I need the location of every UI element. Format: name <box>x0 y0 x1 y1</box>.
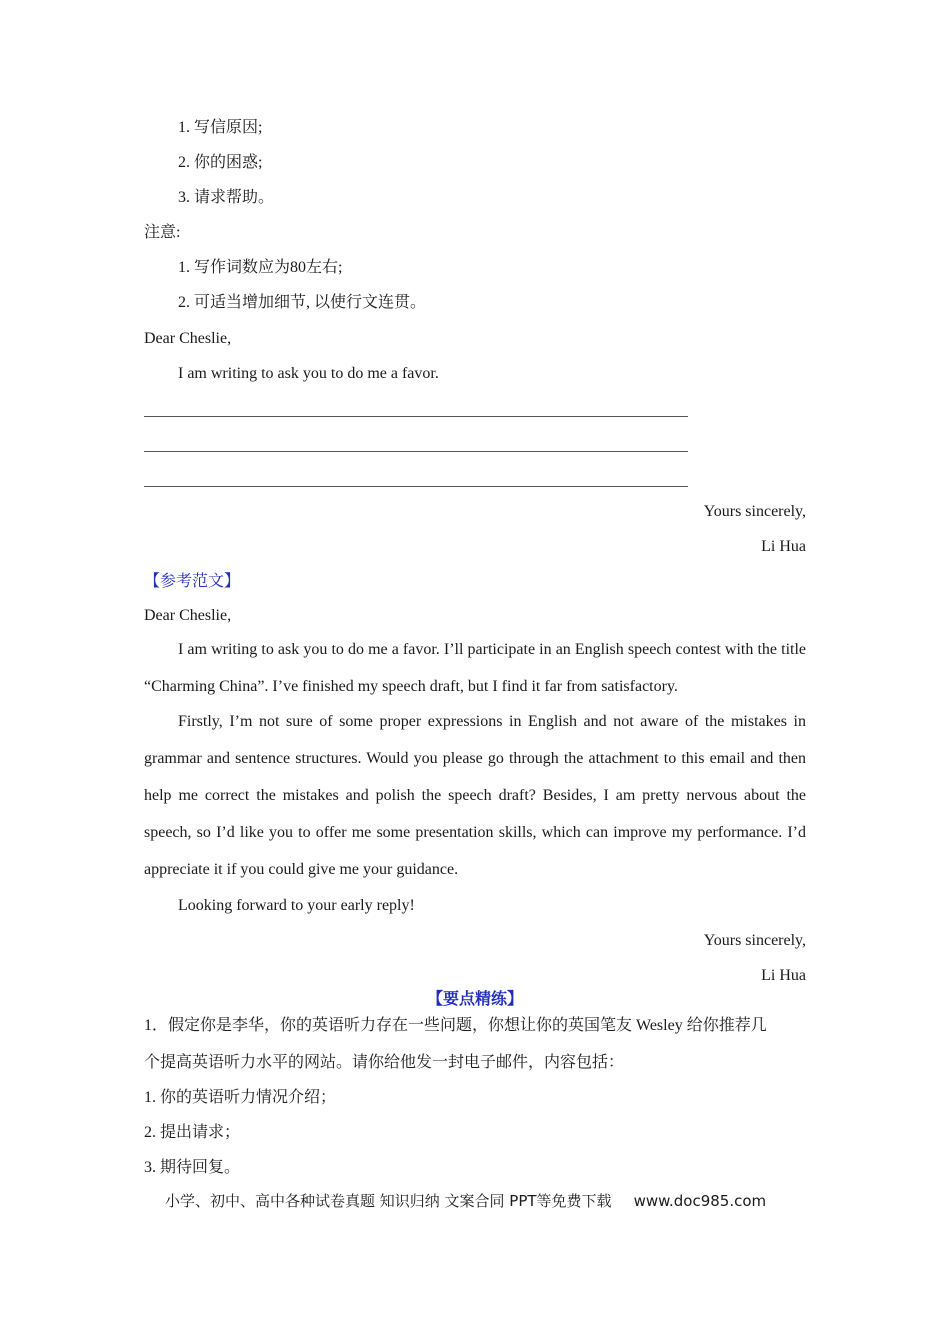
practice-point-3: 3. 期待回复。 <box>144 1159 241 1176</box>
footer-text: 小学、初中、高中各种试卷真题 知识归纳 文案合同 PPT等免费下载 <box>165 1192 612 1210</box>
note-heading: 注意: <box>144 224 181 241</box>
note-item-2: 2. 可适当增加细节, 以使行文连贯。 <box>178 294 427 311</box>
task-item-3: 3. 请求帮助。 <box>178 189 275 206</box>
sample-paragraph-3: Looking forward to your early reply! <box>178 897 415 914</box>
template-closing: Yours sincerely, <box>703 503 806 520</box>
footer-url[interactable]: www.doc985.com <box>633 1192 767 1210</box>
sample-salutation: Dear Cheslie, <box>144 607 232 624</box>
template-salutation: Dear Cheslie, <box>144 330 232 347</box>
sample-paragraph-1-text: I am writing to ask you to do me a favor. I’ll participate in an English speech contest with the title “Charming China”. I’ve finished my speech draft, but I find it far from satisfactory. <box>144 641 806 695</box>
answer-line-1 <box>144 416 688 417</box>
template-opening: I am writing to ask you to do me a favor. <box>178 365 439 382</box>
template-signature: Li Hua <box>761 538 806 555</box>
practice-point-2: 2. 提出请求； <box>144 1124 241 1141</box>
task-item-2: 2. 你的困惑; <box>178 154 263 171</box>
task-item-1: 1. 写信原因; <box>178 119 263 136</box>
sample-closing: Yours sincerely, <box>703 932 806 949</box>
sample-signature: Li Hua <box>761 967 806 984</box>
answer-line-3 <box>144 486 688 487</box>
sample-paragraph-1 <box>144 631 806 705</box>
answer-line-2 <box>144 451 688 452</box>
sample-paragraph-2-text: Firstly, I’m not sure of some proper expressions in English and not aware of the mistakes in grammar and sentence structures. Would you please go through the attachment to this email and then help me correct the mistakes and polish the speech draft? Besides, I am pretty nervous about the speech, so I’d like you to offer me some presentation skills, which can improve my performance. I’d appreciate it if you could give me your guidance. <box>144 713 806 878</box>
sample-paragraph-2 <box>144 703 806 888</box>
practice-question-line-1: 1．假定你是李华，你的英语听力存在一些问题，你想让你的英国笔友 Wesley 给你推荐几 <box>144 1017 767 1034</box>
page-footer <box>165 1191 766 1211</box>
practice-heading: 【要点精练】 <box>426 991 523 1008</box>
sample-heading: 【参考范文】 <box>144 573 241 590</box>
note-item-1: 1. 写作词数应为80左右; <box>178 259 343 276</box>
practice-point-1: 1. 你的英语听力情况介绍； <box>144 1089 337 1106</box>
practice-question-line-2: 个提高英语听力水平的网站。请你给他发一封电子邮件，内容包括： <box>144 1054 625 1071</box>
